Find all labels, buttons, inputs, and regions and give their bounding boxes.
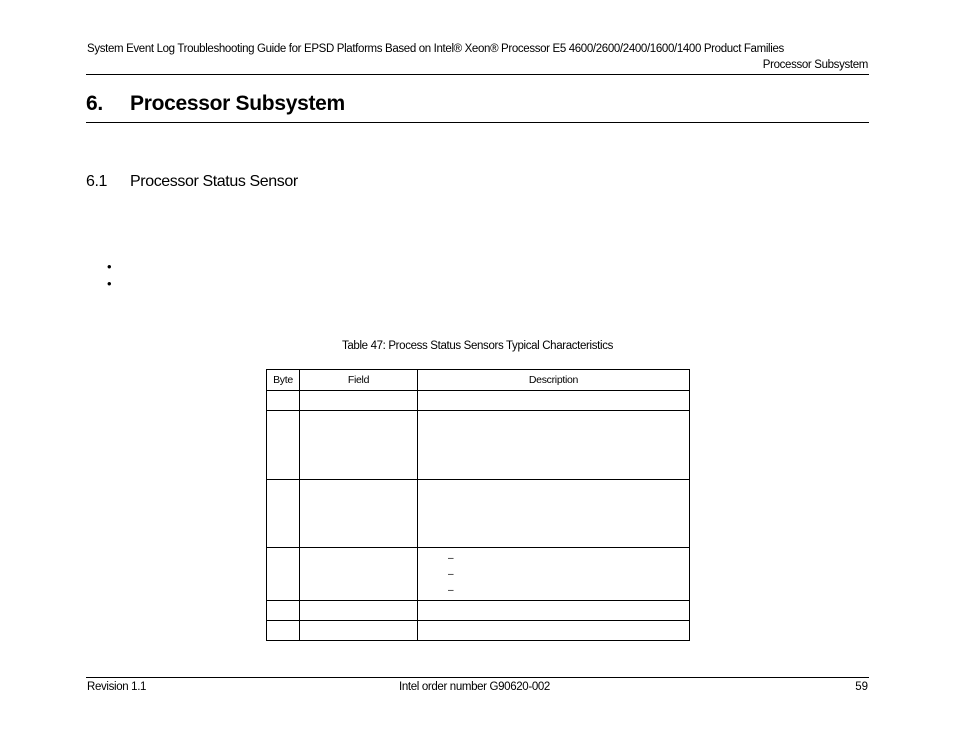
column-header-description: Description <box>418 370 690 391</box>
table-cell <box>267 548 300 601</box>
table-row <box>267 601 690 621</box>
footer-page-number: 59 <box>855 681 868 693</box>
table-header-row <box>267 370 690 391</box>
table-cell <box>267 411 300 480</box>
section-title: Processor Status Sensor <box>130 173 298 190</box>
table-cell <box>418 548 690 601</box>
section-heading <box>86 173 298 191</box>
bullet-marker: • <box>107 276 112 291</box>
table-cell <box>267 601 300 621</box>
running-header-section: Processor Subsystem <box>762 59 868 71</box>
chapter-rule <box>86 122 869 123</box>
table-cell <box>300 411 418 480</box>
bullet-marker: • <box>107 259 112 274</box>
table-cell <box>267 391 300 411</box>
characteristics-table <box>266 369 690 641</box>
footer-order-number: Intel order number G90620-002 <box>399 681 550 693</box>
footer-revision: Revision 1.1 <box>87 681 147 693</box>
footer-rule <box>86 677 869 678</box>
table-cell <box>300 621 418 641</box>
section-number: 6.1 <box>86 173 108 190</box>
table-caption: Table 47: Process Status Sensors Typical Characteristics <box>341 340 613 352</box>
table-cell <box>300 391 418 411</box>
column-header-field: Field <box>300 370 418 391</box>
header-rule <box>86 74 869 75</box>
table-cell <box>418 480 690 548</box>
chapter-title: Processor Subsystem <box>130 92 345 115</box>
table-cell <box>300 548 418 601</box>
table-row <box>267 391 690 411</box>
table-row <box>267 480 690 548</box>
chapter-number: 6. <box>86 92 103 115</box>
table-cell <box>267 480 300 548</box>
table-cell <box>267 621 300 641</box>
table-cell <box>300 601 418 621</box>
column-header-byte: Byte <box>267 370 300 391</box>
chapter-heading <box>86 92 345 116</box>
table-cell <box>418 601 690 621</box>
running-header-title: System Event Log Troubleshooting Guide for EPSD Platforms Based on Intel® Xeon® Processor E5 4600/2600/2400/1600/1400 Product Families <box>87 43 784 55</box>
table-row <box>267 621 690 641</box>
table-cell <box>418 391 690 411</box>
table-cell <box>418 621 690 641</box>
table-row <box>267 411 690 480</box>
table-cell <box>418 411 690 480</box>
list-dash: – <box>448 585 454 596</box>
list-dash: – <box>448 553 454 564</box>
list-dash: – <box>448 569 454 580</box>
table-row <box>267 548 690 601</box>
table-cell <box>300 480 418 548</box>
